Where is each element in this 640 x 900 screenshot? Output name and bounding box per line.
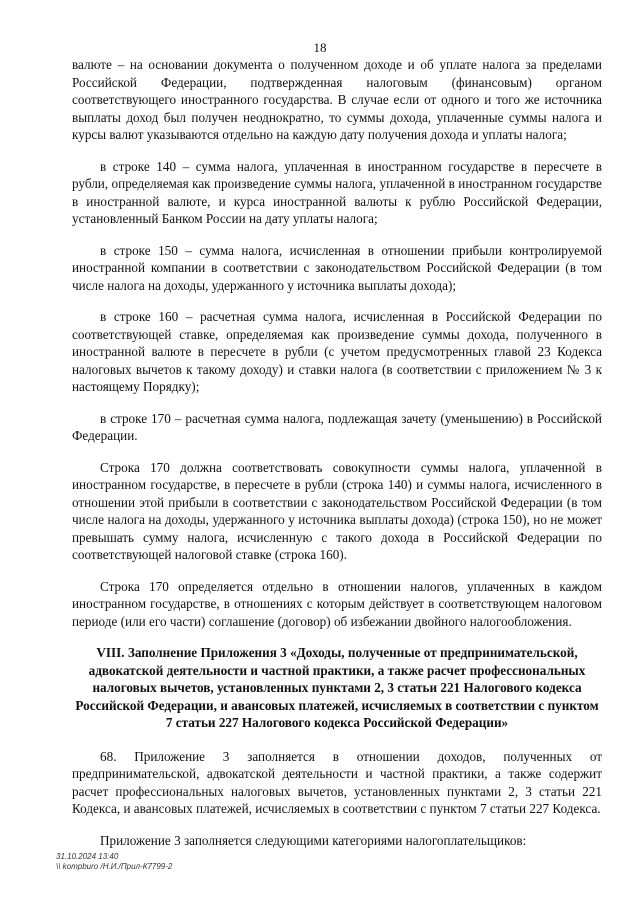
paragraph-line-150: в строке 150 – сумма налога, исчисленная в отношении прибыли контролируемой иностранной компании в соответствии с законодательством Российской Федерации (в том числе налога на доходы, удержанного у источника выплаты дохода); xyxy=(72,242,602,293)
paragraph-68: 68. Приложение 3 заполняется в отношении доходов, полученных от предпринимательской, адвокатской деятельности и частной практики, а также содержит расчет профессиональных налоговых вычетов, установленных пунктами 2, 3 статьи 221 Кодекса, и авансовых платежей, исчисляемых в соответствии с пунктом 7 статьи 227 Кодекса. xyxy=(72,748,602,816)
footer-date: 31.10.2024 13:40 xyxy=(56,852,119,861)
page-number: 18 xyxy=(313,40,327,55)
section-heading: VIII. Заполнение Приложения 3 «Доходы, полученные от предпринимательской, адвокатской деятельности и частной практики, а также расчет профессиональных налоговых вычетов, установленных пунктами 2, 3 статьи 221 Налогового кодекса Российской Федерации, и авансовых платежей, исчисляемых в соответствии с пунктом 7 статьи 227 Налогового кодекса Российской Федерации» xyxy=(75,645,599,730)
document-body xyxy=(72,56,602,863)
paragraph-continuation: валюте – на основании документа о полученном доходе и об уплате налога за пределами Российской Федерации, подтвержденная налоговым (финансовым) органом соответствующего иностранного государства. В случае если от одного и того же источника выплаты доход был получен неоднократно, то суммы дохода, уплаченные суммы налога и курсы валют указываются отдельно на каждую дату получения дохода и уплаты налога; xyxy=(72,57,602,142)
paragraph-line-140: в строке 140 – сумма налога, уплаченная в иностранном государстве в пересчете в рубли, определяемая как произведение суммы налога, уплаченной в иностранном государстве в иностранной валюте, и курса иностранной валюты к рублю Российской Федерации, установленный Банком России на дату уплаты налога; xyxy=(72,158,602,226)
paragraph-line-170-rule: Строка 170 должна соответствовать совокупности суммы налога, уплаченной в иностранном государстве, в пересчете в рубли (строка 140) и суммы налога, исчисленного в отношении этой прибыли в соответствии с законодательством Российской Федерации (в том числе налога на доходы, удержанного у источника выплаты дохода) (строка 150), но не может превышать сумму налога, исчисленную с такого дохода в Российской Федерации по соответствующей налоговой ставке (строка 160). xyxy=(72,459,602,562)
paragraph-line-170-per-country: Строка 170 определяется отдельно в отношении налогов, уплаченных в каждом иностранном государстве, в отношениях с которым действует в соответствующем налоговом периоде (или его части) соглашение (договор) об избежании двойного налогообложения. xyxy=(72,578,602,629)
paragraph-line-170: в строке 170 – расчетная сумма налога, подлежащая зачету (уменьшению) в Российской Федерации. xyxy=(72,410,602,443)
paragraph-line-160: в строке 160 – расчетная сумма налога, исчисленная в Российской Федерации по соответствующей ставке, определяемая как произведение суммы дохода, полученного в иностранной валюте в пересчете в рубли (с учетом предусмотренных главой 23 Кодекса налоговых вычетов к такому доходу) и ставки налога (в соответствии с приложением № 3 к настоящему Порядку); xyxy=(72,309,602,394)
document-footer xyxy=(56,852,172,872)
footer-path: \\ kompburo /Н.И./Прил-К7799-2 xyxy=(56,862,173,871)
paragraph-categories-intro: Приложение 3 заполняется следующими категориями налогоплательщиков: xyxy=(100,832,527,848)
